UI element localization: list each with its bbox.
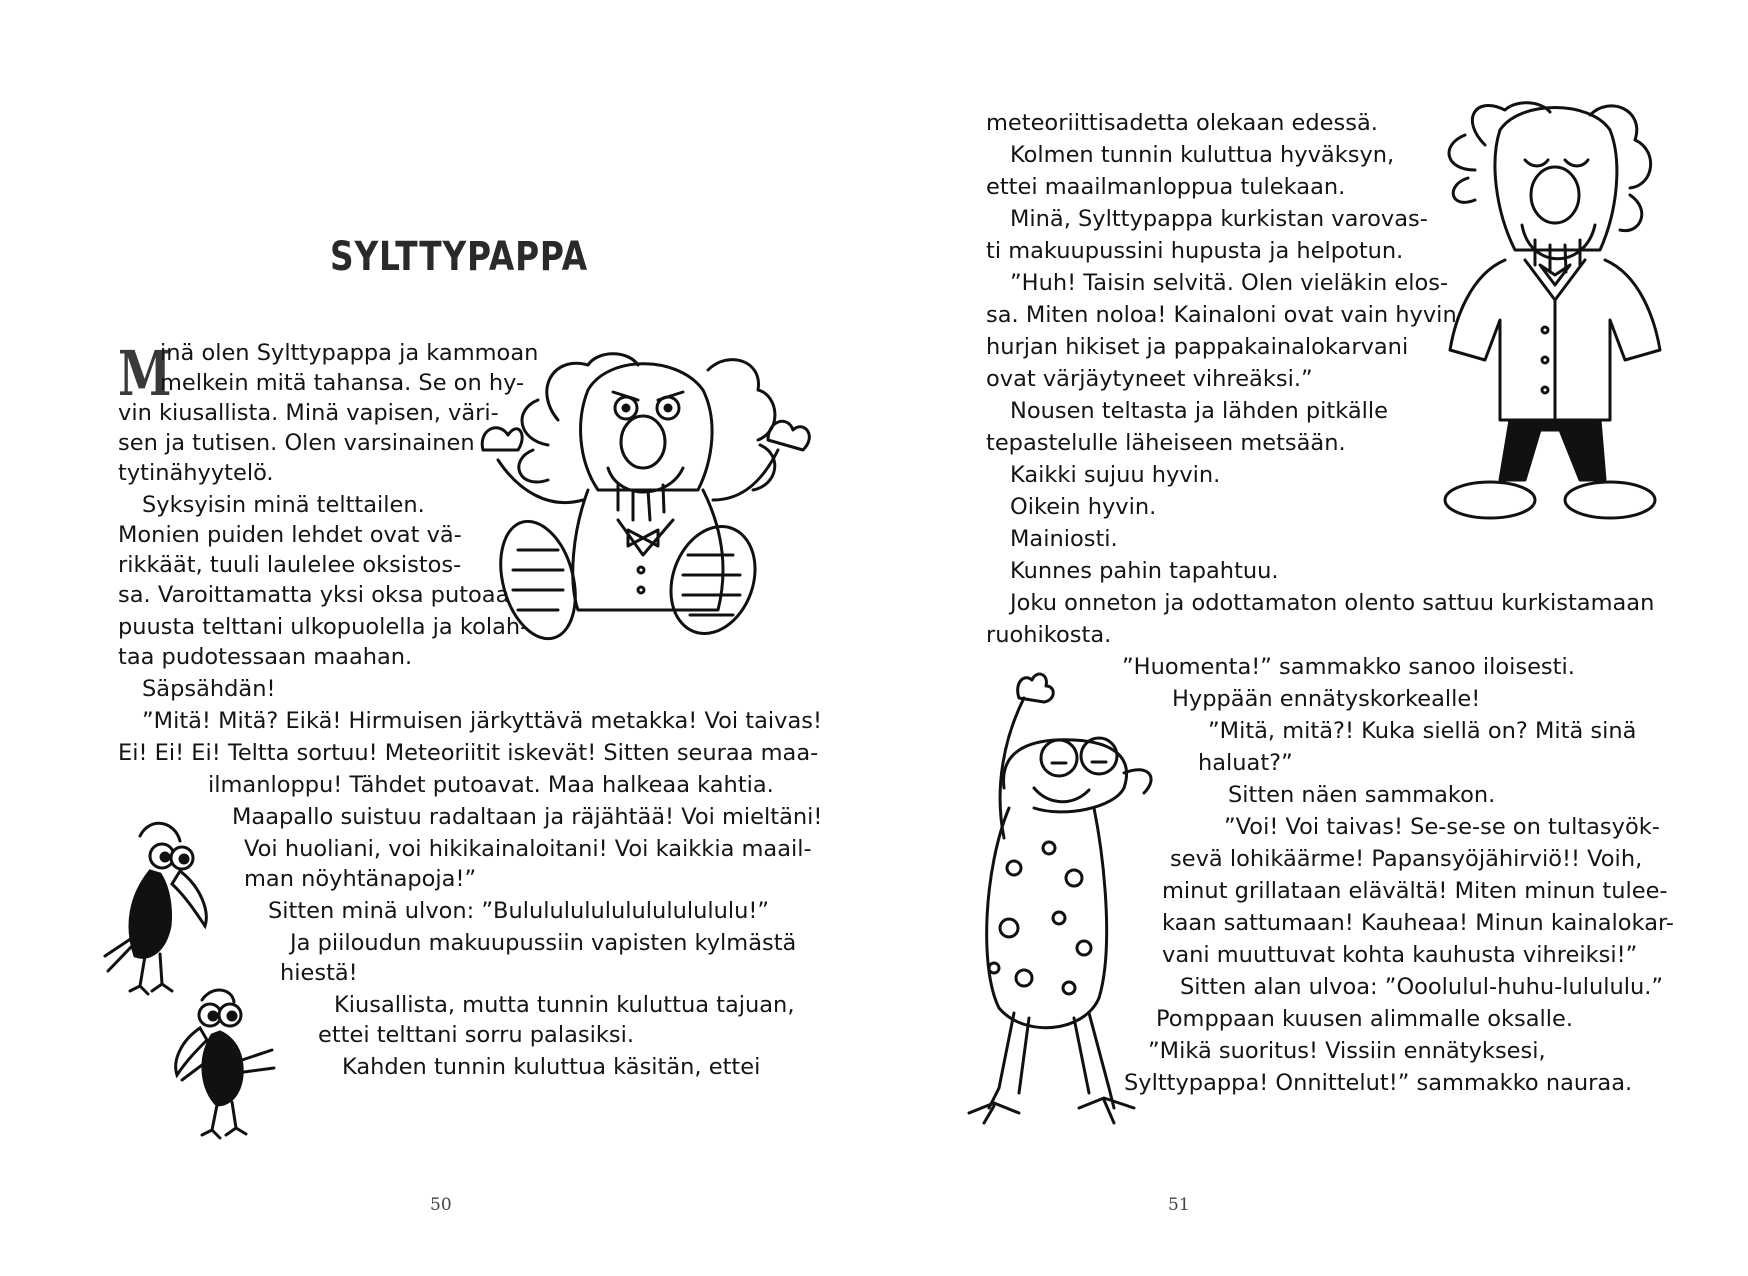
text-line: Kolmen tunnin kuluttua hyväksyn,	[1010, 142, 1395, 168]
text-line: sa. Varoittamatta yksi oksa putoaa	[118, 582, 510, 608]
text-line: ”Mitä, mitä?! Kuka siellä on? Mitä sinä	[1208, 718, 1637, 744]
text-line: Sylttypappa! Onnittelut!” sammakko nauraa.	[1124, 1070, 1633, 1096]
text-line: sa. Miten noloa! Kainaloni ovat vain hyvin	[986, 302, 1457, 328]
text-line: taa pudotessaan maahan.	[118, 644, 413, 670]
text-line: Kunnes pahin tapahtuu.	[1010, 558, 1279, 584]
text-line: Nousen teltasta ja lähden pitkälle	[1010, 398, 1388, 424]
text-line: Sitten alan ulvoa: ”Ooolulul-huhu-lulululu.”	[1180, 974, 1664, 1000]
text-line: ruohikosta.	[986, 622, 1112, 648]
text-line: Säpsähdän!	[142, 676, 276, 702]
crow-illustration	[100, 816, 220, 996]
frog-illustration	[964, 668, 1174, 1138]
text-line: haluat?”	[1198, 750, 1293, 776]
text-line: ”Mitä! Mitä? Eikä! Hirmuisen järkyttävä metakka! Voi taivas!	[142, 708, 822, 734]
text-line: Kiusallista, mutta tunnin kuluttua tajuan,	[334, 992, 795, 1018]
sylttypappa-standing-illustration	[1430, 100, 1670, 540]
text-line: hiestä!	[280, 960, 358, 986]
text-line: puusta telttani ulkopuolella ja kolah-	[118, 614, 529, 640]
text-line: sen ja tutisen. Olen varsinainen	[118, 430, 475, 456]
text-line: minut grillataan elävältä! Miten minun tulee-	[1162, 878, 1668, 904]
text-line: meteoriittisadetta olekaan edessä.	[986, 110, 1378, 136]
text-line: Kahden tunnin kuluttua käsitän, ettei	[342, 1054, 761, 1080]
text-line: ettei maailmanloppua tulekaan.	[986, 174, 1346, 200]
drop-cap: M	[118, 337, 172, 410]
text-line: ilmanloppu! Tähdet putoavat. Maa halkeaa kahtia.	[208, 772, 774, 798]
text-line: Maapallo suistuu radaltaan ja räjähtää! Voi mieltäni!	[232, 804, 823, 830]
text-line: Syksyisin minä telttailen.	[142, 492, 425, 518]
text-line: Ja piiloudun makuupussiin vapisten kylmästä	[290, 930, 797, 956]
text-line: kaan sattumaan! Kauheaa! Minun kainalokar-	[1162, 910, 1674, 936]
sylttypappa-sitting-illustration	[478, 350, 838, 670]
page-number: 50	[430, 1195, 452, 1215]
text-line: ”Mikä suoritus! Vissiin ennätyksesi,	[1148, 1038, 1546, 1064]
chapter-title: SYLTTYPAPPA	[330, 234, 588, 280]
text-line: man nöyhtänapoja!”	[244, 866, 477, 892]
text-line: ovat värjäytyneet vihreäksi.”	[986, 366, 1313, 392]
text-line: Sitten minä ulvon: ”Bulululululululululululu!”	[268, 898, 770, 924]
text-line: Voi huoliani, voi hikikainaloitani! Voi kaikkia maail-	[244, 836, 812, 862]
text-line: Monien puiden lehdet ovat vä-	[118, 522, 462, 548]
text-line: Mainiosti.	[1010, 526, 1118, 552]
text-line: Kaikki sujuu hyvin.	[1010, 462, 1221, 488]
text-line: vin kiusallista. Minä vapisen, väri-	[118, 400, 499, 426]
text-line: Minä, Sylttypappa kurkistan varovas-	[1010, 206, 1428, 232]
text-line: vani muuttuvat kohta kauhusta vihreiksi!”	[1162, 942, 1638, 968]
text-line: Joku onneton ja odottamaton olento sattuu kurkistamaan	[1010, 590, 1655, 616]
text-line: ”Voi! Voi taivas! Se-se-se on tultasyök-	[1224, 814, 1660, 840]
text-line: ”Huomenta!” sammakko sanoo iloisesti.	[1122, 654, 1575, 680]
text-line: Oikein hyvin.	[1010, 494, 1157, 520]
text-line: Sitten näen sammakon.	[1228, 782, 1496, 808]
text-line: rikkäät, tuuli laulelee oksistos-	[118, 552, 462, 578]
page-number: 51	[1168, 1195, 1190, 1215]
text-line: ti makuupussini hupusta ja helpotun.	[986, 238, 1404, 264]
text-line: melkein mitä tahansa. Se on hy-	[160, 370, 525, 396]
text-line: Pomppaan kuusen alimmalle oksalle.	[1156, 1006, 1574, 1032]
text-line: inä olen Sylttypappa ja kammoan	[160, 340, 539, 366]
text-line: Ei! Ei! Ei! Teltta sortuu! Meteoriitit iskevät! Sitten seuraa maa-	[118, 740, 819, 766]
text-line: ”Huh! Taisin selvitä. Olen vieläkin elos-	[1010, 270, 1449, 296]
text-line: Hyppään ennätyskorkealle!	[1172, 686, 1481, 712]
text-line: hurjan hikiset ja pappakainalokarvani	[986, 334, 1409, 360]
text-line: sevä lohikäärme! Papansyöjähirviö!! Voih,	[1170, 846, 1643, 872]
text-line: ettei telttani sorru palasiksi.	[318, 1022, 634, 1048]
crow-illustration	[162, 980, 282, 1140]
text-line: tytinähyytelö.	[118, 460, 274, 486]
text-line: tepastelulle läheiseen metsään.	[986, 430, 1346, 456]
right-page	[874, 0, 1748, 1276]
